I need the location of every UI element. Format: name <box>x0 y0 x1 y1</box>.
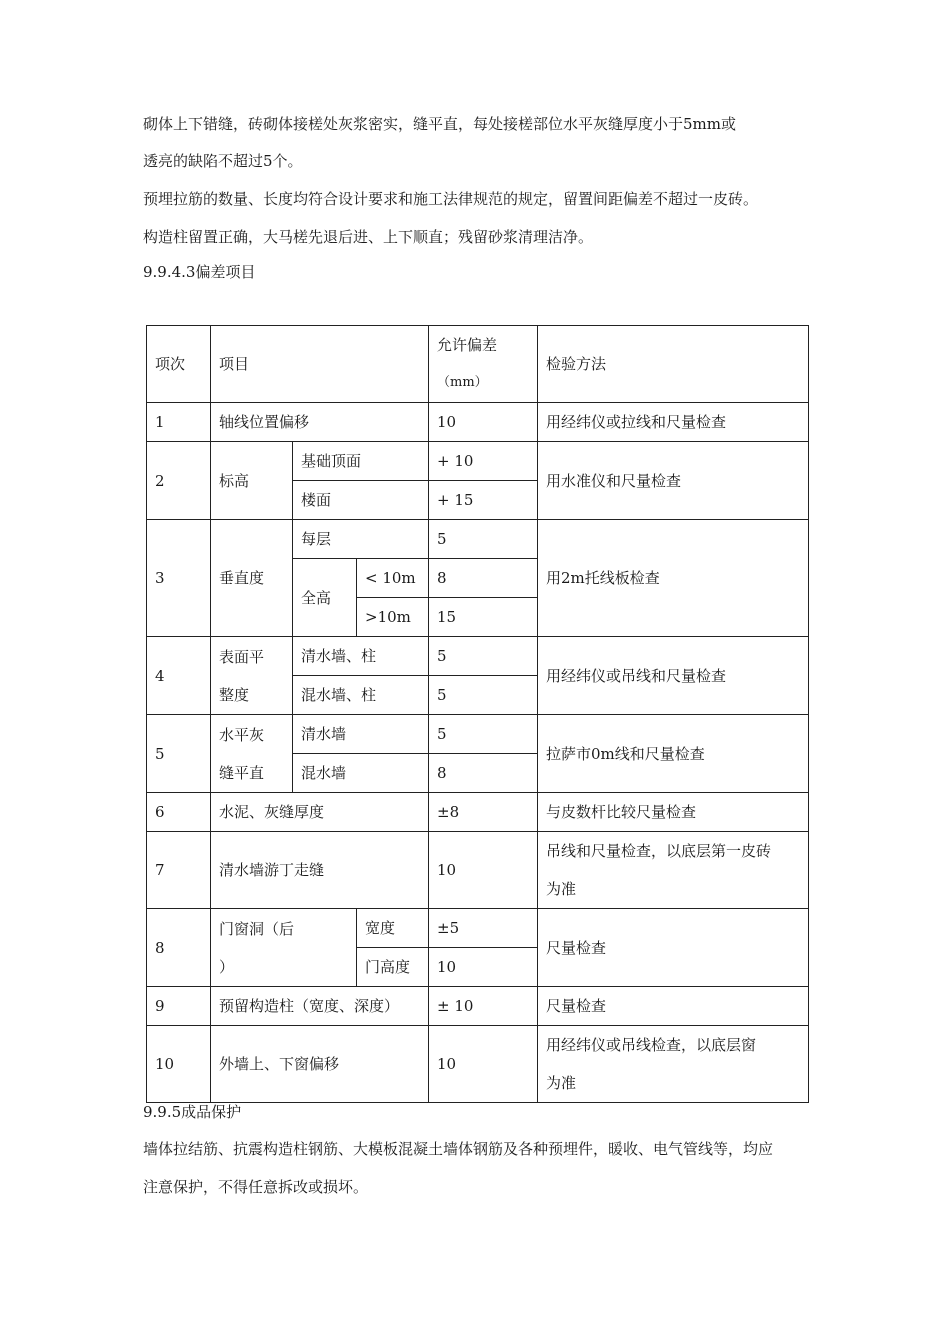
table-row <box>147 403 809 442</box>
cell-no: 2 <box>147 442 211 520</box>
header-no: 项次 <box>147 326 211 403</box>
cell-item-line2: ） <box>219 957 235 976</box>
cell-item-line2: 整度 <box>219 685 250 704</box>
cell-tolerance: 5 <box>429 637 538 676</box>
cell-no: 7 <box>147 832 211 909</box>
cell-subitem: 清水墙 <box>293 715 429 754</box>
cell-tolerance: 5 <box>429 676 538 715</box>
cell-method: 与皮数杆比较尺量检查 <box>538 793 809 832</box>
cell-method: 尺量检查 <box>538 909 809 987</box>
cell-tolerance: 5 <box>429 715 538 754</box>
cell-method: 拉萨市0m线和尺量检查 <box>538 715 809 793</box>
deviation-table <box>146 325 809 1103</box>
cell-item <box>211 909 357 987</box>
cell-item <box>211 637 293 715</box>
cell-item: 轴线位置偏移 <box>211 403 429 442</box>
cell-method: 尺量检查 <box>538 987 809 1026</box>
table-row <box>147 637 809 676</box>
paragraph: 预埋拉筋的数量、长度均符合设计要求和施工法律规范的规定，留置间距偏差不超过一皮砖。 <box>143 190 759 208</box>
cell-item: 垂直度 <box>211 520 293 637</box>
cell-no: 8 <box>147 909 211 987</box>
cell-subitem: 楼面 <box>293 481 429 520</box>
table-row <box>147 715 809 754</box>
paragraph-line: 砌体上下错缝，砖砌体接槎处灰浆密实，缝平直，每处接槎部位水平灰缝厚度小于5mm或 <box>143 115 736 133</box>
cell-subitem: 基础顶面 <box>293 442 429 481</box>
cell-subitem: 全高 <box>293 559 357 637</box>
cell-item-line1: 水平灰 <box>219 725 265 744</box>
table-row <box>147 909 809 948</box>
cell-item: 清水墙游丁走缝 <box>211 832 429 909</box>
cell-item-line1: 门窗洞（后 <box>219 919 295 938</box>
cell-subitem: 门高度 <box>357 948 429 987</box>
cell-tolerance: 8 <box>429 559 538 598</box>
cell-tolerance: ± 10 <box>429 987 538 1026</box>
cell-tolerance: 5 <box>429 520 538 559</box>
cell-item: 水泥、灰缝厚度 <box>211 793 429 832</box>
cell-no: 5 <box>147 715 211 793</box>
cell-tolerance: 8 <box>429 754 538 793</box>
paragraph-line: 墙体拉结筋、抗震构造柱钢筋、大模板混凝土墙体钢筋及各种预埋件，暖收、电气管线等，均应 <box>143 1140 774 1158</box>
section-heading: 9.9.4.3偏差项目 <box>143 263 256 281</box>
cell-no: 3 <box>147 520 211 637</box>
header-tolerance-line2: （mm） <box>437 375 488 390</box>
cell-item: 标高 <box>211 442 293 520</box>
cell-tolerance: ±5 <box>429 909 538 948</box>
cell-method-line1: 吊线和尺量检查，以底层第一皮砖 <box>546 842 772 860</box>
cell-item <box>211 715 293 793</box>
cell-tolerance: 10 <box>429 403 538 442</box>
table-row <box>147 832 809 909</box>
cell-no: 4 <box>147 637 211 715</box>
cell-method: 用水准仪和尺量检查 <box>538 442 809 520</box>
cell-tolerance: + 15 <box>429 481 538 520</box>
cell-item-line2: 缝平直 <box>219 763 265 782</box>
table-row <box>147 520 809 559</box>
paragraph-line: 透亮的缺陷不超过5个。 <box>143 152 303 170</box>
cell-method <box>538 1026 809 1103</box>
cell-tolerance: 10 <box>429 832 538 909</box>
cell-method <box>538 832 809 909</box>
cell-method: 用经纬仪或吊线和尺量检查 <box>538 637 809 715</box>
cell-item: 外墙上、下窗偏移 <box>211 1026 429 1103</box>
cell-tolerance: 15 <box>429 598 538 637</box>
header-tolerance-line1: 允许偏差 <box>437 336 498 354</box>
cell-tolerance: + 10 <box>429 442 538 481</box>
table-header-row <box>147 326 809 403</box>
cell-method: 用2m托线板检查 <box>538 520 809 637</box>
cell-subitem: 清水墙、柱 <box>293 637 429 676</box>
cell-no: 9 <box>147 987 211 1026</box>
cell-method: 用经纬仪或拉线和尺量检查 <box>538 403 809 442</box>
cell-tolerance: 10 <box>429 948 538 987</box>
table-row <box>147 793 809 832</box>
cell-subitem: 每层 <box>293 520 429 559</box>
cell-no: 1 <box>147 403 211 442</box>
cell-subitem-detail: < 10m <box>357 559 429 598</box>
cell-no: 6 <box>147 793 211 832</box>
cell-subitem-detail: >10m <box>357 598 429 637</box>
cell-method-line2: 为准 <box>546 1074 577 1092</box>
cell-subitem: 混水墙、柱 <box>293 676 429 715</box>
paragraph: 构造柱留置正确，大马槎先退后进、上下顺直；残留砂浆清理洁净。 <box>143 228 594 246</box>
table-row <box>147 987 809 1026</box>
table-row <box>147 1026 809 1103</box>
cell-subitem: 宽度 <box>357 909 429 948</box>
cell-method-line1: 用经纬仪或吊线检查，以底层窗 <box>546 1036 757 1054</box>
cell-no: 10 <box>147 1026 211 1103</box>
cell-item: 预留构造柱（宽度、深度） <box>211 987 429 1026</box>
cell-item-line1: 表面平 <box>219 647 265 666</box>
cell-tolerance: 10 <box>429 1026 538 1103</box>
header-tolerance <box>429 326 538 403</box>
cell-subitem: 混水墙 <box>293 754 429 793</box>
header-method: 检验方法 <box>538 326 809 403</box>
section-heading: 9.9.5成品保护 <box>143 1103 242 1121</box>
cell-method-line2: 为准 <box>546 880 577 898</box>
table-row <box>147 442 809 481</box>
header-item: 项目 <box>211 326 429 403</box>
cell-tolerance: ±8 <box>429 793 538 832</box>
paragraph-line: 注意保护，不得任意拆改或损坏。 <box>143 1178 369 1196</box>
